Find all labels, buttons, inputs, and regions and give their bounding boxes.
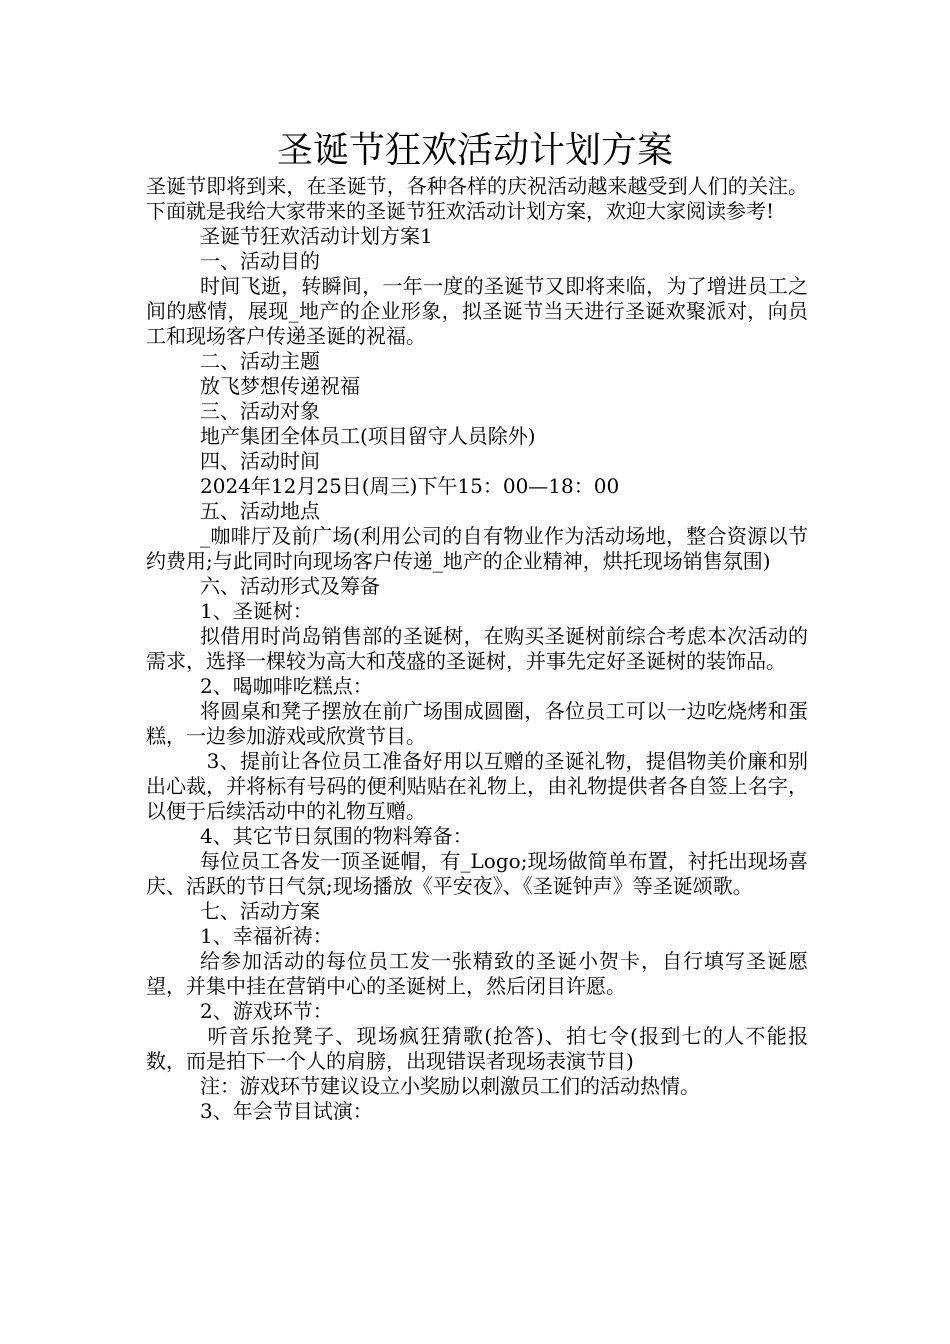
- paragraph: 三、活动对象: [200, 399, 320, 423]
- paragraph: 3、年会节目试演：: [200, 1099, 373, 1123]
- document-body: [146, 174, 808, 1124]
- paragraph: 放飞梦想传递祝福: [200, 374, 360, 398]
- paragraph: 1、幸福祈祷：: [200, 924, 333, 948]
- paragraph: 时间飞逝，转瞬间，一年一度的圣诞节又即将来临，为了增进员工之间的感情，展现_地产的企业形象，拟圣诞节当天进行圣诞欢聚派对，向员工和现场客户传递圣诞的祝福。: [146, 274, 808, 348]
- paragraph: 圣诞节即将到来，在圣诞节，各种各样的庆祝活动越来越受到人们的关注。下面就是我给大家带来的圣诞节狂欢活动计划方案，欢迎大家阅读参考!: [146, 174, 808, 223]
- paragraph: 2、游戏环节：: [200, 999, 333, 1023]
- paragraph: 3、提前让各位员工准备好用以互赠的圣诞礼物，提倡物美价廉和别出心裁，并将标有号码的便利贴贴在礼物上，由礼物提供者各自签上名字，以便于后续活动中的礼物互赠。: [146, 749, 808, 823]
- paragraph: 圣诞节狂欢活动计划方案1: [200, 224, 433, 248]
- document-title: 圣诞节狂欢活动计划方案: [276, 130, 673, 171]
- paragraph: 2、喝咖啡吃糕点：: [200, 674, 373, 698]
- paragraph: 1、圣诞树：: [200, 599, 313, 623]
- paragraph: 五、活动地点: [200, 499, 320, 523]
- paragraph: 注：游戏环节建议设立小奖励以刺激员工们的活动热情。: [200, 1074, 700, 1098]
- paragraph: 地产集团全体员工(项目留守人员除外): [200, 424, 536, 448]
- paragraph: 二、活动主题: [200, 349, 320, 373]
- paragraph: 将圆桌和凳子摆放在前广场围成圆圈，各位员工可以一边吃烧烤和蛋糕，一边参加游戏或欣赏节目。: [146, 699, 808, 748]
- paragraph: 七、活动方案: [200, 899, 320, 923]
- paragraph: _咖啡厅及前广场(利用公司的自有物业作为活动场地，整合资源以节约费用;与此同时向现场客户传递_地产的企业精神，烘托现场销售氛围): [146, 524, 808, 573]
- paragraph: 拟借用时尚岛销售部的圣诞树，在购买圣诞树前综合考虑本次活动的需求，选择一棵较为高大和茂盛的圣诞树，并事先定好圣诞树的装饰品。: [146, 624, 808, 673]
- paragraph: 每位员工各发一顶圣诞帽，有_Logo;现场做简单布置，衬托出现场喜庆、活跃的节日气氛;现场播放《平安夜》、《圣诞钟声》等圣诞颂歌。: [146, 849, 808, 898]
- paragraph: 六、活动形式及筹备: [200, 574, 380, 598]
- paragraph: 四、活动时间: [200, 449, 320, 473]
- paragraph: 一、活动目的: [200, 249, 320, 273]
- paragraph: 给参加活动的每位员工发一张精致的圣诞小贺卡，自行填写圣诞愿望，并集中挂在营销中心的圣诞树上，然后闭目许愿。: [146, 949, 808, 998]
- paragraph: 2024年12月25日(周三)下午15：00—18：00: [200, 474, 620, 498]
- paragraph: 听音乐抢凳子、现场疯狂猜歌(抢答)、拍七令(报到七的人不能报数，而是拍下一个人的肩膀，出现错误者现场表演节目): [146, 1024, 808, 1073]
- paragraph: 4、其它节日氛围的物料筹备：: [200, 824, 473, 848]
